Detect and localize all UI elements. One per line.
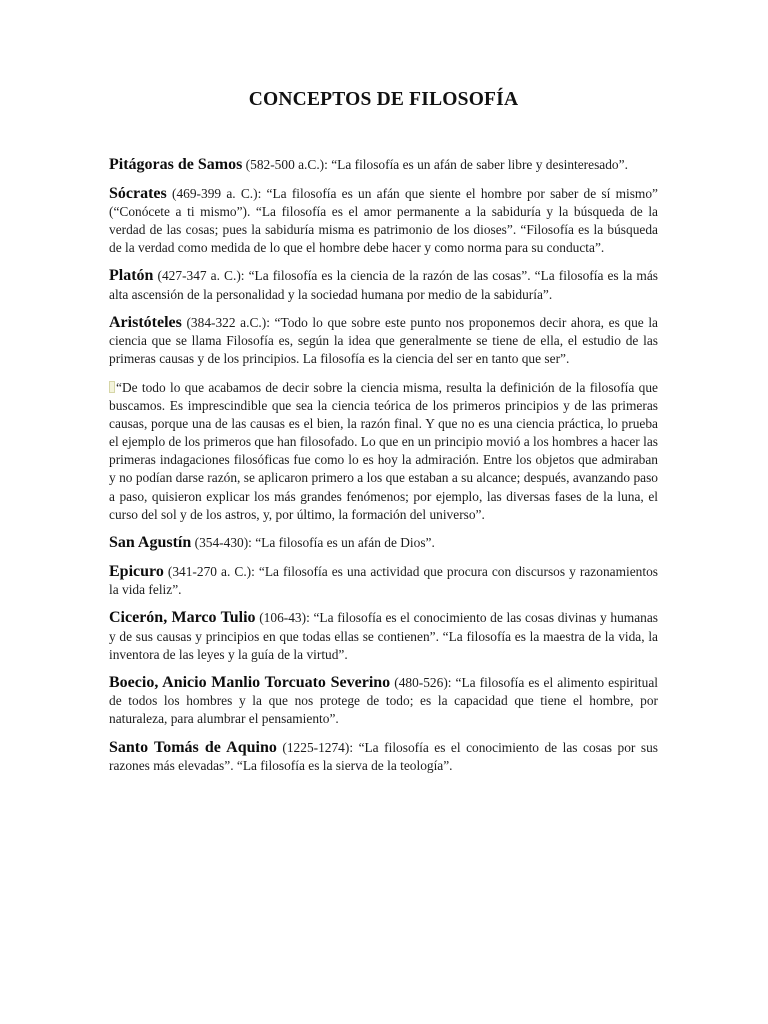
comment-marker-icon (109, 381, 115, 393)
entry-pitagoras (109, 156, 658, 174)
entry-socrates (109, 185, 658, 257)
definition-text: (354-430): “La filosofía es un afán de Dios”. (191, 535, 435, 551)
philosopher-name: Santo Tomás de Aquino (109, 739, 277, 757)
philosopher-name: Aristóteles (109, 314, 182, 332)
entry-santo-tomas (109, 739, 658, 775)
definitions-list (109, 156, 658, 775)
definition-text: (469-399 a. C.): “La filosofía es un afán que siente el hombre por saber de sí mismo” (“Conócete a ti mismo”). “La filosofía es el amor permanente a la sabiduría y la búsqueda de la verdad de las cosas; pues la sabiduría misma es patrimonio de los dioses”. “Filosofía es la búsqueda de la verdad como medida de lo que el hombre debe hacer y como norma para su conducta”. (109, 185, 658, 255)
philosopher-name: Epicuro (109, 562, 164, 580)
definition-text: (480-526): “La filosofía es el alimento espiritual de todos los hombres y la que nos protege de todo; es la capacidad que tiene el hombre, por naturaleza, para alumbrar el pensamiento”. (109, 675, 658, 727)
entry-boecio (109, 674, 658, 728)
philosopher-name: Platón (109, 267, 154, 285)
document-page (109, 0, 658, 786)
entry-san-agustin (109, 534, 658, 552)
philosopher-name: Sócrates (109, 184, 167, 202)
philosopher-name: Pitágoras de Samos (109, 156, 243, 173)
entry-epicuro (109, 563, 658, 599)
entry-ciceron (109, 609, 658, 663)
definition-text: (341-270 a. C.): “La filosofía es una actividad que procura con discursos y razonamientos la vida feliz”. (109, 563, 658, 597)
entry-platon (109, 267, 658, 303)
definition-text: (582-500 a.C.): “La filosofía es un afán de saber libre y desinteresado”. (242, 157, 628, 172)
definition-text: (1225-1274): “La filosofía es el conocimiento de las cosas por sus razones más elevadas”. “La filosofía es la sierva de la teología”. (109, 740, 658, 774)
philosopher-name: Cicerón, Marco Tulio (109, 609, 256, 627)
philosopher-name: Boecio, Anicio Manlio Torcuato Severino (109, 674, 391, 692)
definition-text: (384-322 a.C.): “Todo lo que sobre este punto nos proponemos decir ahora, es que la ciencia que se llama Filosofía es, según la idea que generalmente se tiene de ella, el estudio de las primeras causas y de los principios. La filosofía es la ciencia del ser en tanto que ser”. (109, 315, 658, 367)
quote-text: “De todo lo que acabamos de decir sobre la ciencia misma, resulta la definición de la filosofía que buscamos. Es imprescindible que sea la ciencia teórica de los primeros principios y de las primeras causas, porque una de las causas es el bien, la razón final. Y que no es una ciencia práctica, lo prueba el ejemplo de los primeros que han filosofado. Lo que en un principio movió a los hombres a hacer las primeras indagaciones filosóficas fue como lo es hoy la admiración. Entre los objetos que admiraban y no podían darse razón, se aplicaron primero a los que estaban a su alcance; después, avanzando paso a paso, quisieron explicar los más grandes fenómenos; por ejemplo, las diversas fases de la luna, el curso del sol y de los astros, y, por último, la formación del universo”. (109, 379, 658, 522)
definition-text: (427-347 a. C.): “La filosofía es la ciencia de la razón de las cosas”. “La filosofía es la más alta ascensión de la personalidad y la sociedad humana por medio de la sabiduría”. (109, 268, 658, 302)
aristoteles-quote (109, 379, 658, 524)
entry-aristoteles (109, 314, 658, 368)
definition-text: (106-43): “La filosofía es el conocimiento de las cosas divinas y humanas y de sus causas y principios en que todas ellas se contienen”. “La filosofía es la maestra de la vida, la inventora de las leyes y la guía de la virtud”. (109, 610, 658, 662)
page-title: CONCEPTOS DE FILOSOFÍA (248, 89, 519, 110)
philosopher-name: San Agustín (109, 534, 192, 552)
